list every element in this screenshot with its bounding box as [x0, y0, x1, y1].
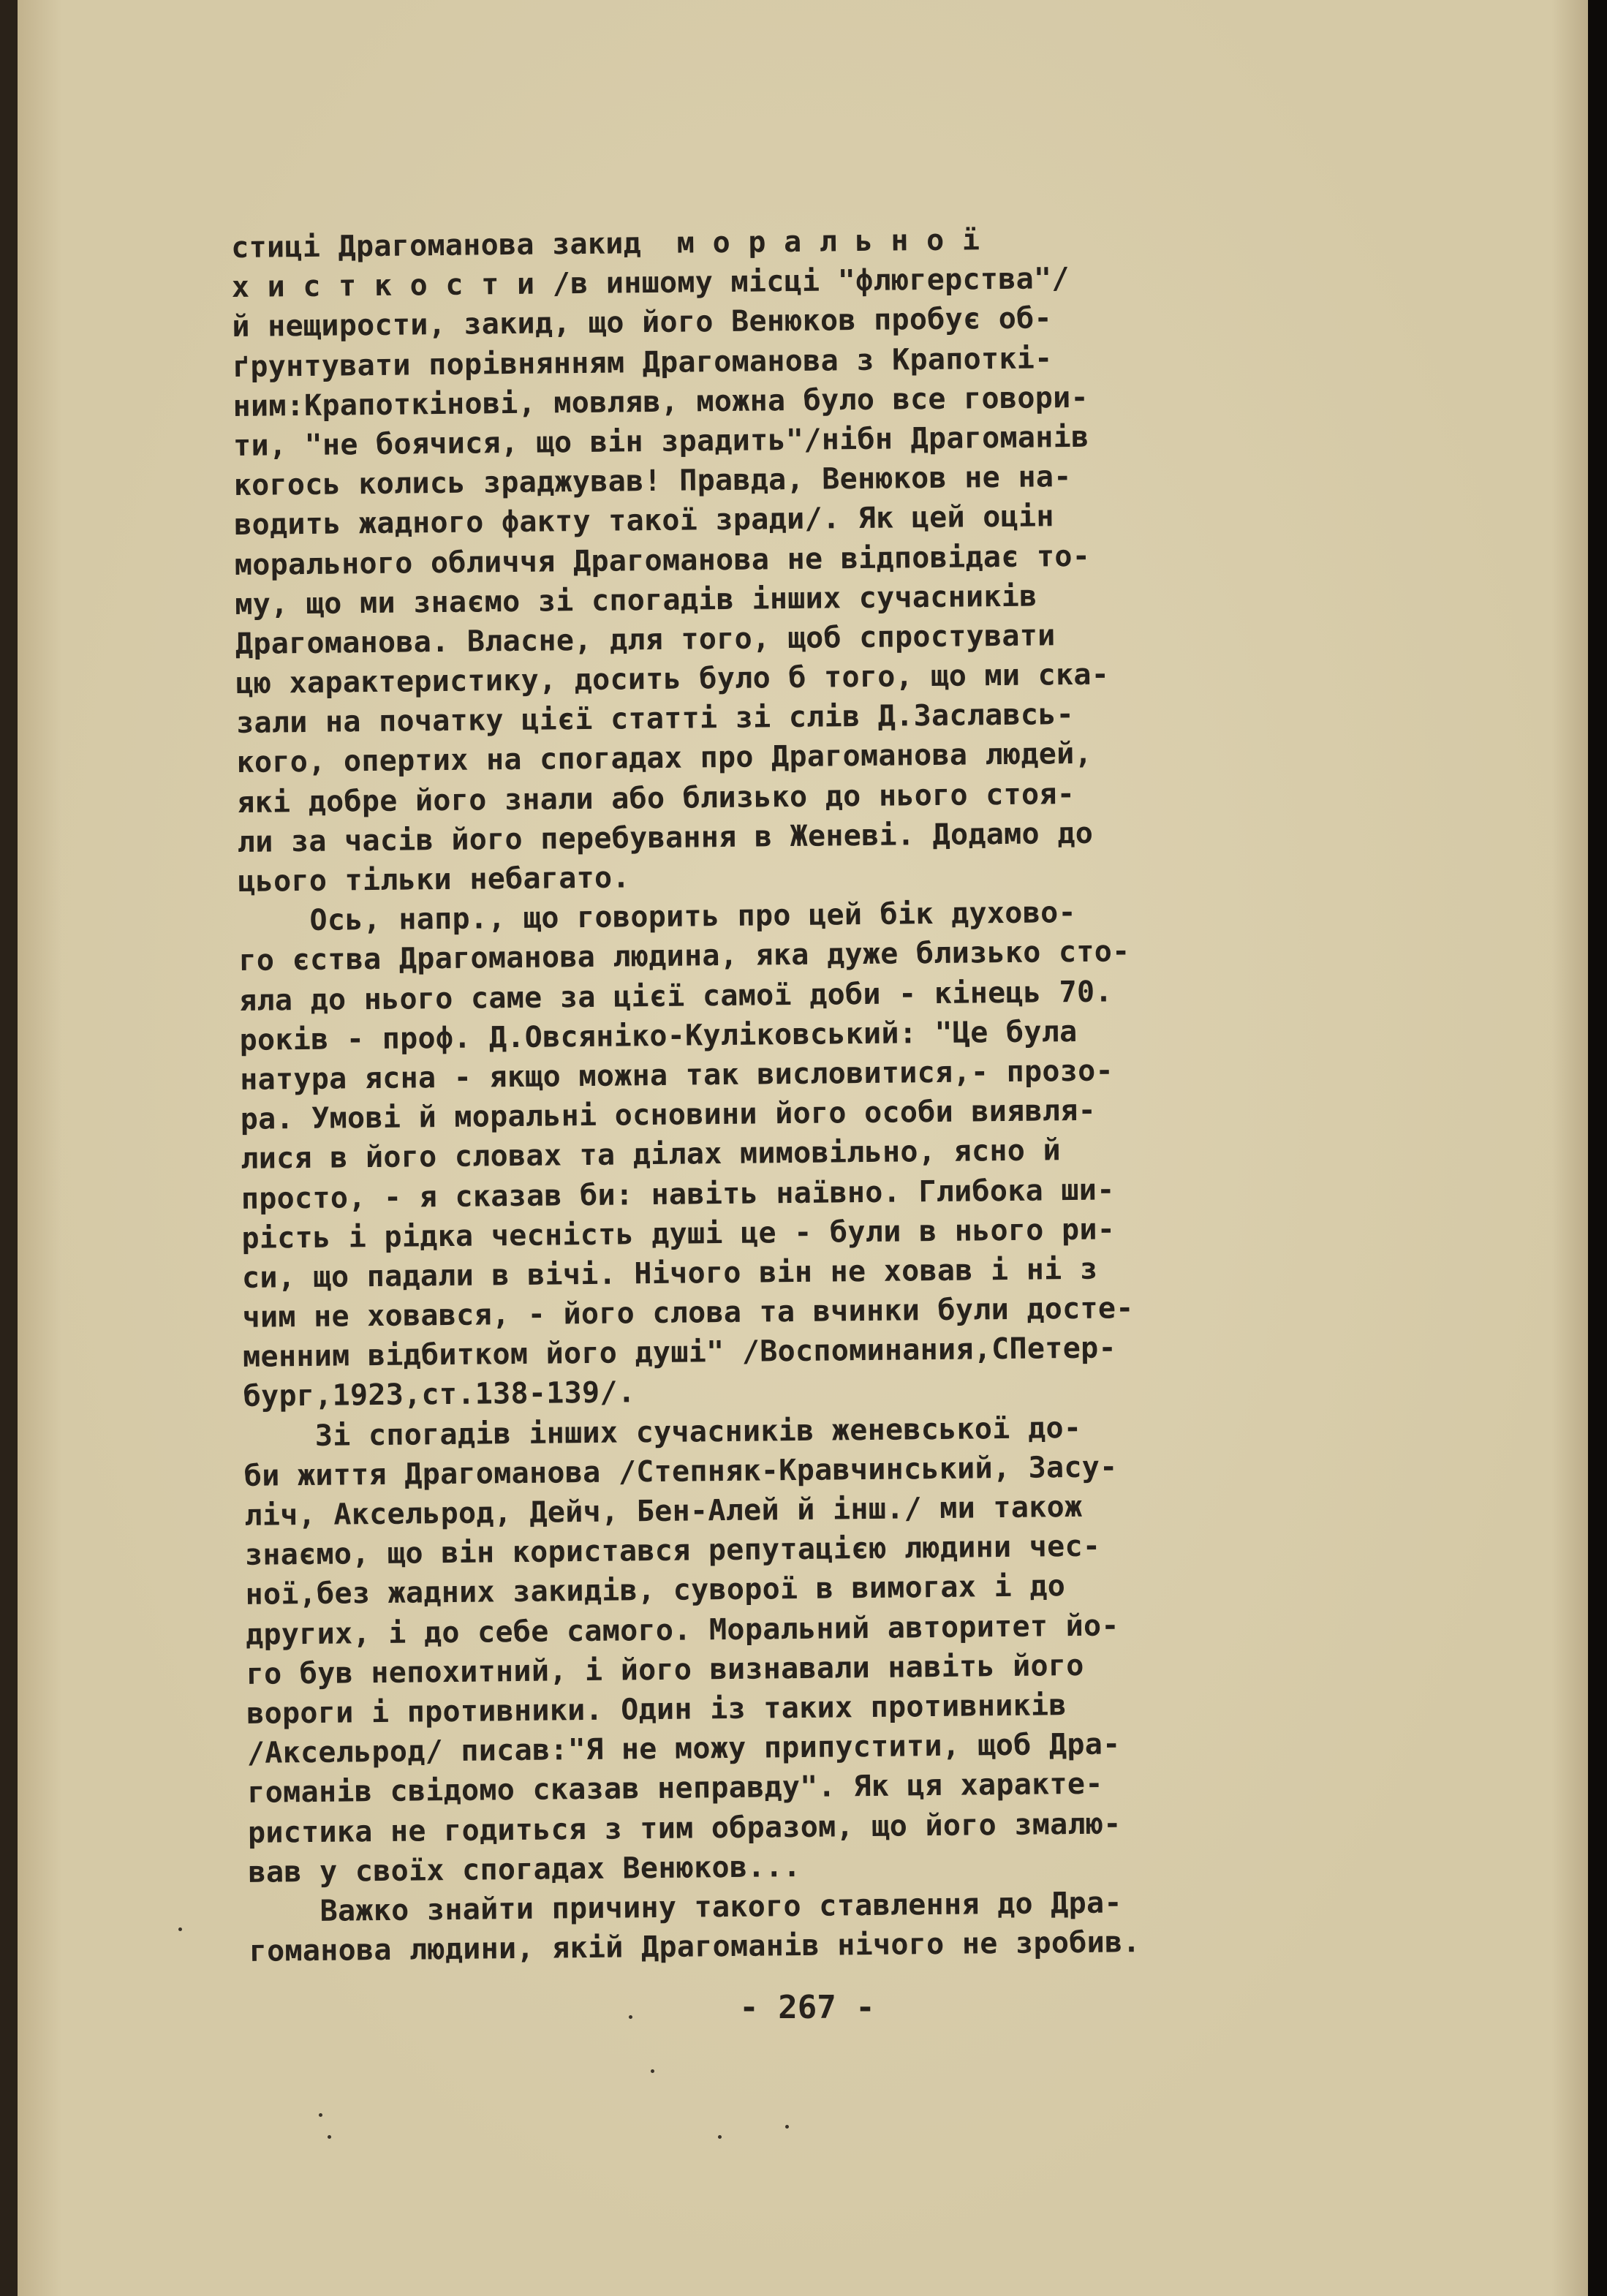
- ink-speck: [651, 2069, 654, 2073]
- text-line: си, що падали в вічі. Нічого він не ховав і ні з: [241, 1252, 1098, 1295]
- text-line: гоманова людини, якій Драгоманів нічого не зробив.: [249, 1925, 1141, 1968]
- ink-speck: [319, 2113, 322, 2117]
- ink-speck: [718, 2135, 722, 2139]
- binding-edge: [0, 0, 18, 2296]
- text-line: знаємо, що він користався репутацією людини чес-: [244, 1529, 1101, 1573]
- text-line: років - проф. Д.Овсяніко-Куліковський: "Це була: [239, 1014, 1078, 1057]
- text-line: бург,1923,ст.138-139/.: [243, 1375, 636, 1414]
- body-text: [231, 216, 1441, 1971]
- page-shadow-edge: [1588, 0, 1607, 2296]
- text-line: ної,без жадних закидів, суворої в вимогах і до: [245, 1569, 1066, 1612]
- ink-speck: [178, 1927, 182, 1931]
- text-line: рість і рідка чесність душі це - були в нього ри-: [241, 1212, 1116, 1255]
- text-line: просто, - я сказав би: навіть наївно. Глибока ши-: [241, 1172, 1115, 1216]
- text-line: ли за часів його перебування в Женеві. Додамо до: [237, 816, 1094, 859]
- text-line: ти, "не боячися, що він зрадить"/нібн Драгоманів: [232, 420, 1089, 463]
- text-line: чим не ховався, - його слова та вчинки були досте-: [242, 1291, 1134, 1334]
- text-line: морального обличчя Драгоманова не відповідає то-: [234, 539, 1091, 582]
- text-line: зали на початку цієї статті зі слів Д.Заславсь-: [235, 698, 1075, 741]
- page-number: - 267 -: [739, 1989, 875, 2026]
- text-line: Ось, напр., що говорить про цей бік духово-: [238, 896, 1077, 939]
- text-line: стиці Драгоманова закид м о р а л ь н о ї: [231, 223, 980, 265]
- text-line: ристика не годиться з тим образом, що його змалю-: [247, 1806, 1122, 1850]
- text-line: других, і до себе самого. Моральний авторитет йо-: [245, 1608, 1120, 1652]
- text-line: Зі спогадів інших сучасників женевської до-: [243, 1411, 1082, 1454]
- text-line: кого, опертих на спогадах про Драгоманова людей,: [236, 737, 1093, 780]
- text-line: яла до нього саме за цієї самої доби - кінець 70.: [238, 974, 1113, 1018]
- text-line: когось колись зраджував! Правда, Венюков не на-: [233, 460, 1072, 503]
- text-line: ним:Крапоткінові, мовляв, можна було все говори-: [232, 380, 1089, 423]
- text-line: /Аксельрод/ писав:"Я не можу припустити, щоб Дра-: [246, 1727, 1121, 1771]
- text-line: ра. Умові й моральні основини його особи виявля-: [240, 1093, 1097, 1137]
- ink-speck: [785, 2125, 789, 2129]
- text-line: водить жадного факту такої зради/. Як цей оцін: [234, 499, 1055, 543]
- text-line: гоманів свідомо сказав неправду". Як ця характе-: [247, 1767, 1103, 1810]
- page-paper: [18, 0, 1588, 2296]
- text-line: би життя Драгоманова /Степняк-Кравчинський, Засу-: [243, 1450, 1118, 1493]
- text-line: які добре його знали або близько до нього стоя-: [236, 777, 1075, 820]
- text-line: вороги і противники. Один із таких противників: [246, 1688, 1067, 1731]
- text-line: Важко знайти причину такого ставлення до Дра-: [248, 1886, 1123, 1929]
- text-line: го був непохитний, і його визнавали навіть його: [246, 1648, 1084, 1691]
- text-line: вав у своїх спогадах Венюков...: [248, 1849, 801, 1889]
- text-line: ліч, Аксельрод, Дейч, Бен-Алей й інш./ ми також: [244, 1489, 1083, 1533]
- text-line: лися в його словах та ділах мимовільно, ясно й: [241, 1133, 1062, 1177]
- text-line: цю характеристику, досить було б того, що ми ска-: [235, 657, 1110, 701]
- text-line: го єства Драгоманова людина, яка дуже близько сто-: [238, 934, 1130, 978]
- text-line: Драгоманова. Власне, для того, щоб спростувати: [235, 619, 1056, 661]
- text-line: й нещирости, закид, що його Венюков пробує об-: [232, 301, 1053, 344]
- text-line: натура ясна - якщо можна так висловитися,- прозо-: [239, 1054, 1114, 1097]
- text-line: х и с т к о с т и /в иншому місці "флюгерства"/: [231, 262, 1070, 305]
- text-line: цього тільки небагато.: [238, 861, 630, 899]
- text-line: му, що ми знаємо зі спогадів інших сучасників: [235, 579, 1037, 622]
- ink-speck: [328, 2135, 331, 2139]
- ink-speck: [629, 2015, 632, 2019]
- text-line: менним відбитком його душі" /Воспоминания,СПетер-: [242, 1331, 1117, 1375]
- text-line: ґрунтувати порівнянням Драгоманова з Крапоткі-: [232, 341, 1053, 384]
